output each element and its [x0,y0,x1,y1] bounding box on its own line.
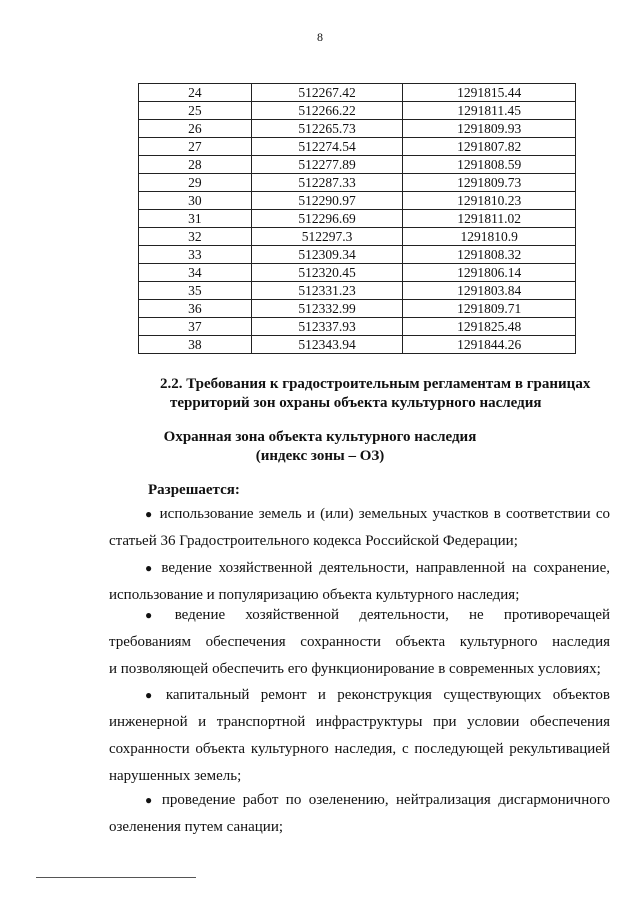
table-row [139,138,576,156]
y-coordinate-cell: 1291808.59 [403,156,576,174]
coordinates-table [138,83,576,354]
zone-title [0,428,640,466]
x-coordinate-cell: 512287.33 [251,174,403,192]
bullet-icon: ● [145,688,160,702]
list-item [109,787,610,841]
point-number-cell: 32 [139,228,252,246]
y-coordinate-cell: 1291803.84 [403,282,576,300]
x-coordinate-cell: 512277.89 [251,156,403,174]
x-coordinate-cell: 512320.45 [251,264,403,282]
point-number-cell: 36 [139,300,252,318]
point-number-cell: 25 [139,102,252,120]
point-number-cell: 31 [139,210,252,228]
y-coordinate-cell: 1291811.02 [403,210,576,228]
table-row [139,84,576,102]
list-item-line: использование и популяризацию объекта культурного наследия; [109,587,520,603]
table-row [139,246,576,264]
point-number-cell: 26 [139,120,252,138]
y-coordinate-cell: 1291810.9 [403,228,576,246]
y-coordinate-cell: 1291807.82 [403,138,576,156]
point-number-cell: 34 [139,264,252,282]
list-item-line: ● проведение работ по озеленению, нейтрализация дисгармоничного [145,792,610,808]
x-coordinate-cell: 512296.69 [251,210,403,228]
list-item-line: инженерной и транспортной инфраструктуры при условии обеспечения [109,714,610,730]
y-coordinate-cell: 1291811.45 [403,102,576,120]
point-number-cell: 30 [139,192,252,210]
x-coordinate-cell: 512274.54 [251,138,403,156]
list-item [109,555,610,609]
list-item-line: статьей 36 Градостроительного кодекса Российской Федерации; [109,533,518,549]
x-coordinate-cell: 512337.93 [251,318,403,336]
page-number: 8 [317,30,323,44]
y-coordinate-cell: 1291808.32 [403,246,576,264]
point-number-cell: 33 [139,246,252,264]
section-heading-line-1: 2.2. Требования к градостроительным регламентам в границах [160,376,591,392]
x-coordinate-cell: 512331.23 [251,282,403,300]
table-row [139,120,576,138]
table-row [139,210,576,228]
point-number-cell: 28 [139,156,252,174]
y-coordinate-cell: 1291806.14 [403,264,576,282]
table-row [139,318,576,336]
table-row [139,102,576,120]
table-row [139,174,576,192]
y-coordinate-cell: 1291809.93 [403,120,576,138]
table-row [139,336,576,354]
list-item [109,682,610,790]
bullet-icon: ● [145,507,154,521]
bullet-icon: ● [145,793,156,807]
x-coordinate-cell: 512267.42 [251,84,403,102]
table-row [139,282,576,300]
list-item-line: ● капитальный ремонт и реконструкция существующих объектов [145,687,610,703]
list-item-line: озеленения путем санации; [109,819,284,835]
y-coordinate-cell: 1291809.71 [403,300,576,318]
x-coordinate-cell: 512297.3 [251,228,403,246]
y-coordinate-cell: 1291815.44 [403,84,576,102]
list-item-line: и позволяющей обеспечить его функционирование в современных условиях; [109,661,601,677]
table-row [139,156,576,174]
list-item [109,602,610,683]
section-heading [160,375,620,413]
list-item-line: требованиям обеспечения сохранности объекта культурного наследия [109,634,610,650]
list-item-line: ● ведение хозяйственной деятельности, не противоречащей [145,607,611,623]
zone-title-line-1: Охранная зона объекта культурного наследия [163,429,477,445]
point-number-cell: 38 [139,336,252,354]
point-number-cell: 29 [139,174,252,192]
zone-title-line-2: (индекс зоны – ОЗ) [255,448,385,464]
point-number-cell: 24 [139,84,252,102]
table-row [139,192,576,210]
table-row [139,264,576,282]
y-coordinate-cell: 1291844.26 [403,336,576,354]
bullet-icon: ● [145,561,156,575]
footer-rule [36,877,196,878]
bullet-icon: ● [145,608,169,622]
x-coordinate-cell: 512332.99 [251,300,403,318]
table-row [139,300,576,318]
y-coordinate-cell: 1291809.73 [403,174,576,192]
allowed-label: Разрешается: [148,482,240,498]
point-number-cell: 27 [139,138,252,156]
y-coordinate-cell: 1291825.48 [403,318,576,336]
list-item-line: сохранности объекта культурного наследия, с последующей рекультивацией [109,741,610,757]
x-coordinate-cell: 512266.22 [251,102,403,120]
list-item [109,501,610,555]
x-coordinate-cell: 512290.97 [251,192,403,210]
x-coordinate-cell: 512265.73 [251,120,403,138]
point-number-cell: 35 [139,282,252,300]
y-coordinate-cell: 1291810.23 [403,192,576,210]
list-item-line: нарушенных земель; [109,768,242,784]
x-coordinate-cell: 512309.34 [251,246,403,264]
x-coordinate-cell: 512343.94 [251,336,403,354]
section-heading-line-2: территорий зон охраны объекта культурного наследия [170,395,542,411]
point-number-cell: 37 [139,318,252,336]
table-row [139,228,576,246]
list-item-line: ● ведение хозяйственной деятельности, направленной на сохранение, [145,560,610,576]
list-item-line: ● использование земель и (или) земельных участков в соответствии со [145,506,610,522]
